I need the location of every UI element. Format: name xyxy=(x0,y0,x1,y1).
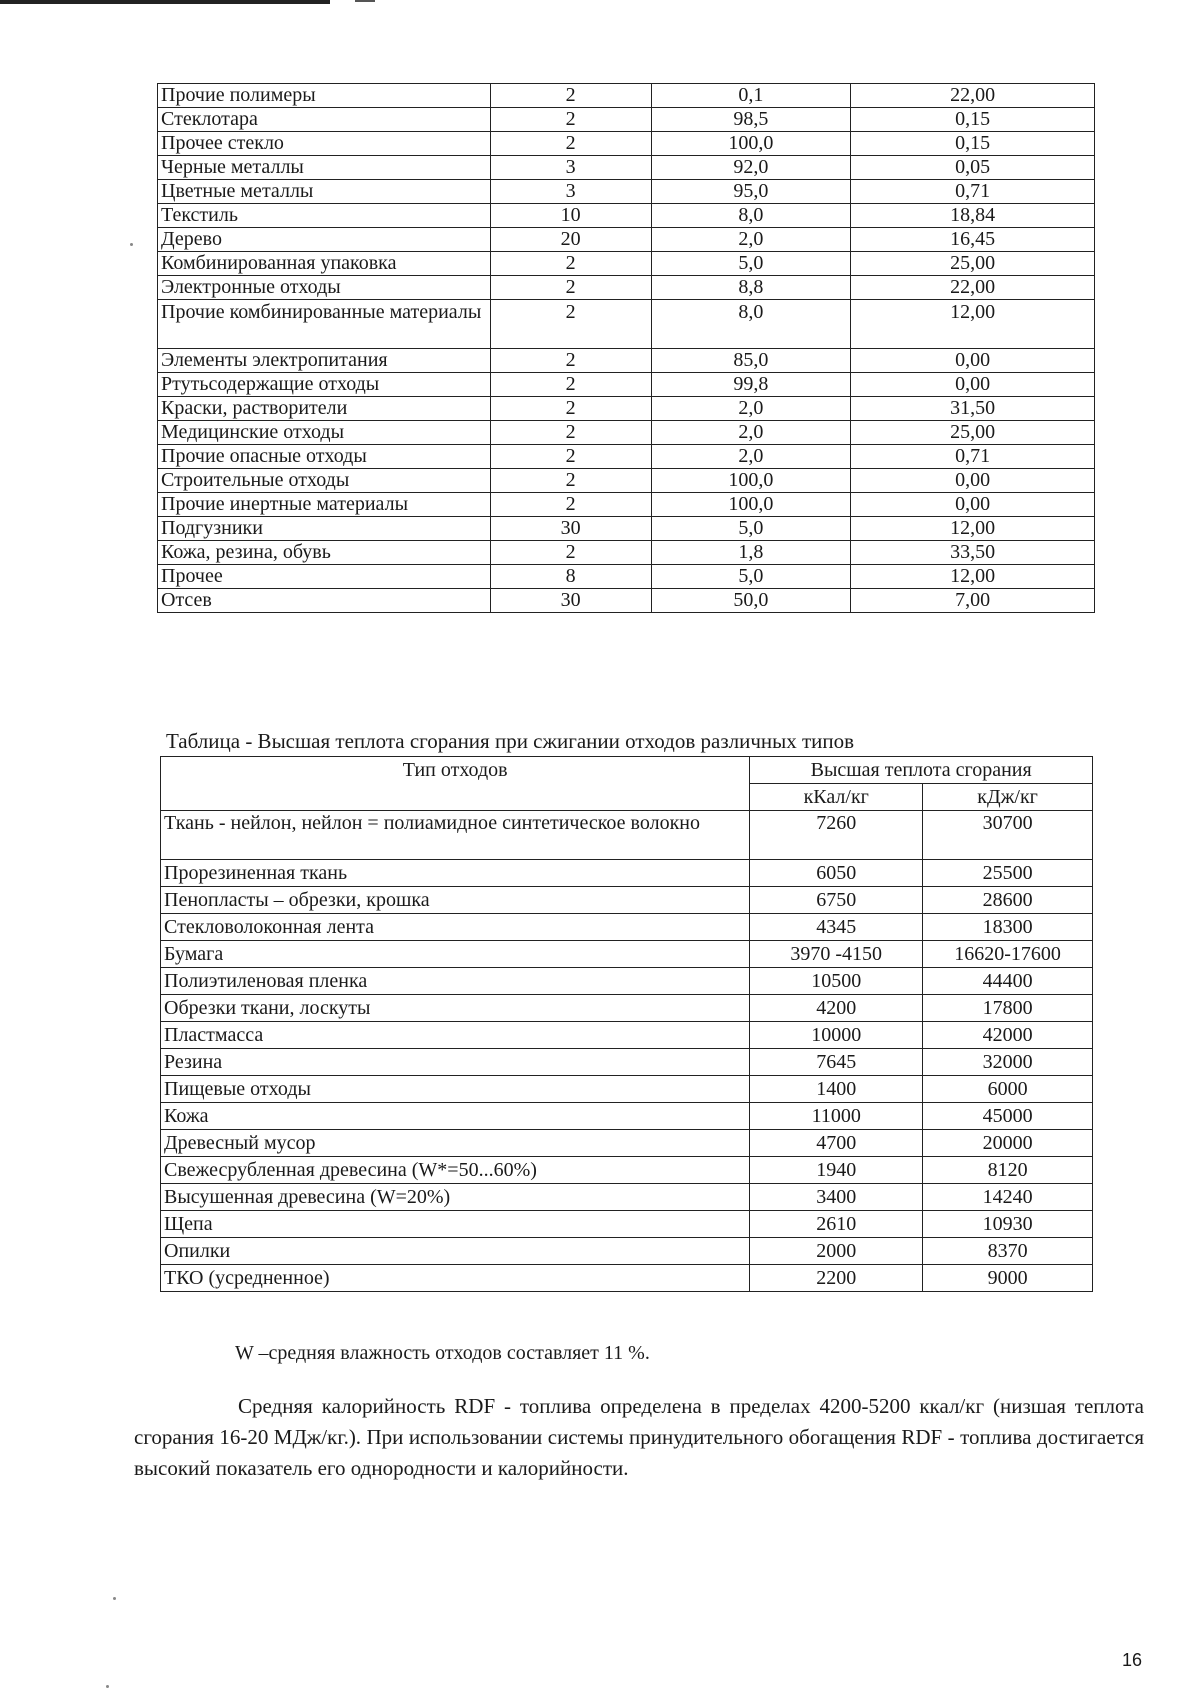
value-cell-b: 8,0 xyxy=(651,300,851,349)
value-cell-c: 0,05 xyxy=(851,156,1095,180)
waste-type-cell: Свежесрубленная древесина (W*=50...60%) xyxy=(161,1157,750,1184)
table-row xyxy=(161,1184,1093,1211)
value-cell-b: 95,0 xyxy=(651,180,851,204)
kj-cell: 9000 xyxy=(923,1265,1093,1292)
header-higher-heat: Высшая теплота сгорания xyxy=(750,757,1093,784)
table-row xyxy=(161,1049,1093,1076)
waste-type-cell: Кожа, резина, обувь xyxy=(158,541,491,565)
header-unit-kcal: кКал/кг xyxy=(750,784,923,811)
waste-type-cell: Опилки xyxy=(161,1238,750,1265)
value-cell-a: 10 xyxy=(490,204,651,228)
value-cell-a: 2 xyxy=(490,541,651,565)
kj-cell: 16620-17600 xyxy=(923,941,1093,968)
value-cell-c: 7,00 xyxy=(851,589,1095,613)
value-cell-b: 2,0 xyxy=(651,228,851,252)
waste-composition-table xyxy=(157,83,1095,613)
waste-type-cell: Прочие полимеры xyxy=(158,84,491,108)
kcal-cell: 1400 xyxy=(750,1076,923,1103)
table-row xyxy=(161,1103,1093,1130)
header-unit-kj: кДж/кг xyxy=(923,784,1093,811)
waste-type-cell: Стекловолоконная лента xyxy=(161,914,750,941)
table-row xyxy=(158,132,1095,156)
value-cell-a: 2 xyxy=(490,421,651,445)
table-row xyxy=(158,228,1095,252)
value-cell-b: 2,0 xyxy=(651,397,851,421)
heat-of-combustion-table xyxy=(160,756,1093,1292)
value-cell-c: 25,00 xyxy=(851,252,1095,276)
kj-cell: 14240 xyxy=(923,1184,1093,1211)
value-cell-b: 5,0 xyxy=(651,517,851,541)
waste-type-cell: Ткань - нейлон, нейлон = полиамидное синтетическое волокно xyxy=(161,811,750,860)
value-cell-c: 16,45 xyxy=(851,228,1095,252)
value-cell-c: 0,00 xyxy=(851,373,1095,397)
value-cell-c: 12,00 xyxy=(851,300,1095,349)
kcal-cell: 4200 xyxy=(750,995,923,1022)
moisture-note: W –средняя влажность отходов составляет 11 %. xyxy=(235,1342,650,1364)
kj-cell: 6000 xyxy=(923,1076,1093,1103)
waste-type-cell: Щепа xyxy=(161,1211,750,1238)
waste-type-cell: Комбинированная упаковка xyxy=(158,252,491,276)
value-cell-a: 2 xyxy=(490,445,651,469)
kcal-cell: 6750 xyxy=(750,887,923,914)
waste-type-cell: Пенопласты – обрезки, крошка xyxy=(161,887,750,914)
value-cell-a: 2 xyxy=(490,397,651,421)
kj-cell: 45000 xyxy=(923,1103,1093,1130)
kj-cell: 30700 xyxy=(923,811,1093,860)
waste-type-cell: Дерево xyxy=(158,228,491,252)
table-row xyxy=(158,541,1095,565)
value-cell-c: 25,00 xyxy=(851,421,1095,445)
waste-type-cell: Полиэтиленовая пленка xyxy=(161,968,750,995)
waste-type-cell: Прорезиненная ткань xyxy=(161,860,750,887)
kcal-cell: 4345 xyxy=(750,914,923,941)
value-cell-c: 22,00 xyxy=(851,84,1095,108)
scan-top-edge-line xyxy=(0,0,330,4)
value-cell-a: 2 xyxy=(490,469,651,493)
kcal-cell: 10000 xyxy=(750,1022,923,1049)
value-cell-b: 5,0 xyxy=(651,252,851,276)
table-row xyxy=(161,1022,1093,1049)
value-cell-a: 30 xyxy=(490,589,651,613)
waste-type-cell: Прочее xyxy=(158,565,491,589)
waste-type-cell: Обрезки ткани, лоскуты xyxy=(161,995,750,1022)
kj-cell: 18300 xyxy=(923,914,1093,941)
value-cell-c: 0,15 xyxy=(851,108,1095,132)
value-cell-b: 98,5 xyxy=(651,108,851,132)
waste-type-cell: Ртутьсодержащие отходы xyxy=(158,373,491,397)
scan-top-edge-mark xyxy=(355,0,375,2)
table-row xyxy=(158,445,1095,469)
table-row xyxy=(161,811,1093,860)
value-cell-c: 33,50 xyxy=(851,541,1095,565)
kcal-cell: 6050 xyxy=(750,860,923,887)
kcal-cell: 2000 xyxy=(750,1238,923,1265)
value-cell-a: 2 xyxy=(490,108,651,132)
table-row xyxy=(158,517,1095,541)
value-cell-b: 85,0 xyxy=(651,349,851,373)
kcal-cell: 2610 xyxy=(750,1211,923,1238)
waste-type-cell: Прочие комбинированные материалы xyxy=(158,300,491,349)
table-row xyxy=(161,995,1093,1022)
kj-cell: 8370 xyxy=(923,1238,1093,1265)
waste-type-cell: Цветные металлы xyxy=(158,180,491,204)
kj-cell: 32000 xyxy=(923,1049,1093,1076)
value-cell-b: 100,0 xyxy=(651,493,851,517)
table-row xyxy=(158,180,1095,204)
page-number: 16 xyxy=(1122,1650,1143,1670)
value-cell-b: 2,0 xyxy=(651,421,851,445)
table-row xyxy=(158,421,1095,445)
waste-type-cell: Стеклотара xyxy=(158,108,491,132)
value-cell-a: 2 xyxy=(490,373,651,397)
value-cell-a: 3 xyxy=(490,180,651,204)
waste-type-cell: Прочие инертные материалы xyxy=(158,493,491,517)
table-row xyxy=(158,373,1095,397)
kcal-cell: 3970 -4150 xyxy=(750,941,923,968)
value-cell-c: 0,00 xyxy=(851,493,1095,517)
table-header-row xyxy=(161,757,1093,784)
heat-table-body xyxy=(161,811,1093,1292)
waste-type-cell: Медицинские отходы xyxy=(158,421,491,445)
waste-type-cell: Бумага xyxy=(161,941,750,968)
waste-type-cell: Краски, растворители xyxy=(158,397,491,421)
scan-speck xyxy=(106,1685,109,1688)
scan-speck xyxy=(113,1597,116,1600)
header-waste-type: Тип отходов xyxy=(161,757,750,811)
table-row xyxy=(158,156,1095,180)
waste-type-cell: Строительные отходы xyxy=(158,469,491,493)
value-cell-c: 22,00 xyxy=(851,276,1095,300)
waste-type-cell: Прочее стекло xyxy=(158,132,491,156)
waste-type-cell: Высушенная древесина (W=20%) xyxy=(161,1184,750,1211)
waste-type-cell: Древесный мусор xyxy=(161,1130,750,1157)
value-cell-a: 8 xyxy=(490,565,651,589)
kj-cell: 8120 xyxy=(923,1157,1093,1184)
value-cell-b: 99,8 xyxy=(651,373,851,397)
value-cell-a: 2 xyxy=(490,276,651,300)
table-row xyxy=(158,565,1095,589)
table-row xyxy=(161,1076,1093,1103)
waste-type-cell: Пищевые отходы xyxy=(161,1076,750,1103)
value-cell-c: 18,84 xyxy=(851,204,1095,228)
value-cell-c: 31,50 xyxy=(851,397,1095,421)
table-row xyxy=(161,860,1093,887)
value-cell-b: 100,0 xyxy=(651,132,851,156)
value-cell-a: 20 xyxy=(490,228,651,252)
kcal-cell: 4700 xyxy=(750,1130,923,1157)
value-cell-b: 5,0 xyxy=(651,565,851,589)
value-cell-c: 12,00 xyxy=(851,517,1095,541)
kcal-cell: 7645 xyxy=(750,1049,923,1076)
kj-cell: 20000 xyxy=(923,1130,1093,1157)
table-row xyxy=(158,204,1095,228)
waste-composition-table-body xyxy=(158,84,1095,613)
value-cell-b: 50,0 xyxy=(651,589,851,613)
table-row xyxy=(158,589,1095,613)
table-row xyxy=(161,887,1093,914)
table-row xyxy=(158,493,1095,517)
table-row xyxy=(161,941,1093,968)
table-row xyxy=(161,1238,1093,1265)
table-row xyxy=(158,252,1095,276)
table-row xyxy=(158,300,1095,349)
kj-cell: 25500 xyxy=(923,860,1093,887)
kj-cell: 42000 xyxy=(923,1022,1093,1049)
value-cell-c: 0,00 xyxy=(851,349,1095,373)
value-cell-c: 0,71 xyxy=(851,445,1095,469)
heat-table-caption: Таблица - Высшая теплота сгорания при сжигании отходов различных типов xyxy=(166,729,855,753)
table-row xyxy=(161,1157,1093,1184)
waste-type-cell: Подгузники xyxy=(158,517,491,541)
table-row xyxy=(158,276,1095,300)
value-cell-c: 0,71 xyxy=(851,180,1095,204)
kj-cell: 44400 xyxy=(923,968,1093,995)
value-cell-b: 0,1 xyxy=(651,84,851,108)
value-cell-a: 2 xyxy=(490,300,651,349)
table-row xyxy=(158,469,1095,493)
value-cell-b: 100,0 xyxy=(651,469,851,493)
value-cell-a: 2 xyxy=(490,252,651,276)
value-cell-a: 2 xyxy=(490,132,651,156)
kcal-cell: 7260 xyxy=(750,811,923,860)
scan-speck xyxy=(130,243,133,246)
value-cell-a: 30 xyxy=(490,517,651,541)
value-cell-a: 2 xyxy=(490,84,651,108)
value-cell-b: 2,0 xyxy=(651,445,851,469)
table-row xyxy=(161,968,1093,995)
kcal-cell: 3400 xyxy=(750,1184,923,1211)
value-cell-c: 0,15 xyxy=(851,132,1095,156)
value-cell-a: 3 xyxy=(490,156,651,180)
kcal-cell: 2200 xyxy=(750,1265,923,1292)
value-cell-b: 8,0 xyxy=(651,204,851,228)
value-cell-a: 2 xyxy=(490,493,651,517)
table-row xyxy=(161,1265,1093,1292)
table-row xyxy=(158,108,1095,132)
kcal-cell: 1940 xyxy=(750,1157,923,1184)
waste-type-cell: Прочие опасные отходы xyxy=(158,445,491,469)
value-cell-c: 12,00 xyxy=(851,565,1095,589)
kj-cell: 17800 xyxy=(923,995,1093,1022)
table-row xyxy=(161,914,1093,941)
kcal-cell: 10500 xyxy=(750,968,923,995)
waste-type-cell: Электронные отходы xyxy=(158,276,491,300)
value-cell-b: 1,8 xyxy=(651,541,851,565)
waste-type-cell: Пластмасса xyxy=(161,1022,750,1049)
waste-type-cell: Элементы электропитания xyxy=(158,349,491,373)
kj-cell: 10930 xyxy=(923,1211,1093,1238)
value-cell-a: 2 xyxy=(490,349,651,373)
value-cell-b: 8,8 xyxy=(651,276,851,300)
value-cell-b: 92,0 xyxy=(651,156,851,180)
table-row xyxy=(158,397,1095,421)
value-cell-c: 0,00 xyxy=(851,469,1095,493)
waste-type-cell: Текстиль xyxy=(158,204,491,228)
waste-type-cell: ТКО (усредненное) xyxy=(161,1265,750,1292)
kj-cell: 28600 xyxy=(923,887,1093,914)
kcal-cell: 11000 xyxy=(750,1103,923,1130)
table-row xyxy=(161,1130,1093,1157)
table-row xyxy=(158,349,1095,373)
rdf-paragraph: Средняя калорийность RDF - топлива определена в пределах 4200-5200 ккал/кг (низшая теплота сгорания 16-20 МДж/кг.). При использовании системы принудительного обогащения RDF - топлива достигается высокий показатель его однородности и калорийности. xyxy=(134,1394,1144,1480)
waste-type-cell: Черные металлы xyxy=(158,156,491,180)
waste-type-cell: Отсев xyxy=(158,589,491,613)
table-row xyxy=(158,84,1095,108)
waste-type-cell: Резина xyxy=(161,1049,750,1076)
waste-type-cell: Кожа xyxy=(161,1103,750,1130)
table-row xyxy=(161,1211,1093,1238)
